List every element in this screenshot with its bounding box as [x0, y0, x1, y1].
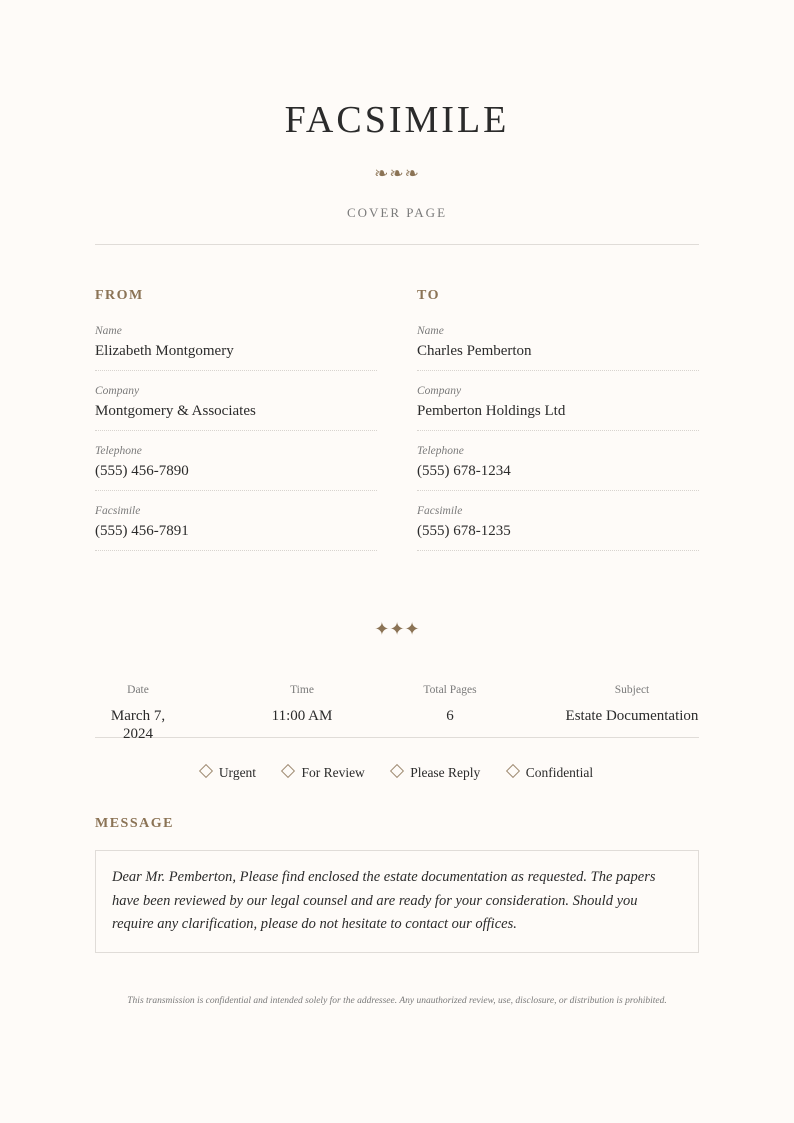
diamond-checkbox-icon[interactable] [506, 764, 520, 778]
flag-label: Please Reply [410, 765, 481, 780]
diamond-checkbox-icon[interactable] [390, 764, 404, 778]
flag-confidential[interactable] [508, 764, 594, 782]
date-value: March 7, 2024 [110, 708, 166, 742]
from-facsimile-value: (555) 456-7891 [95, 523, 189, 539]
to-facsimile-field [417, 504, 699, 551]
to-telephone-field [417, 444, 699, 491]
page-subtitle: COVER PAGE [346, 205, 448, 220]
from-telephone-field [95, 444, 377, 491]
diamond-checkbox-icon[interactable] [281, 764, 295, 778]
transmission-details [95, 683, 699, 742]
field-label: Telephone [95, 445, 142, 457]
diamond-checkbox-icon[interactable] [199, 764, 213, 778]
flag-label: For Review [301, 765, 365, 780]
message-heading: MESSAGE [95, 816, 174, 831]
field-label: Facsimile [417, 505, 463, 517]
to-name-field [417, 324, 699, 371]
time-value: 11:00 AM [271, 708, 333, 724]
to-company-value: Pemberton Holdings Ltd [417, 403, 566, 419]
to-heading: TO [417, 288, 440, 303]
field-label: Name [95, 325, 122, 337]
to-telephone-value: (555) 678-1234 [417, 463, 511, 479]
total-pages-column [410, 683, 490, 725]
from-name-field [95, 324, 377, 371]
confidentiality-disclaimer: This transmission is confidential and intended solely for the addressee. Any unauthorized review, use, disclosure, or distribution is prohibited. [127, 996, 667, 1006]
from-company-field [95, 384, 377, 431]
subject-column [565, 683, 699, 725]
flag-urgent[interactable] [201, 764, 256, 782]
date-label: Date [127, 684, 149, 696]
subject-value: Estate Documentation [565, 708, 699, 724]
to-section [417, 288, 699, 564]
from-facsimile-field [95, 504, 377, 551]
from-heading: FROM [95, 288, 144, 303]
page-title: FACSIMILE [284, 99, 510, 141]
priority-flags [95, 764, 699, 782]
field-label: Company [417, 385, 462, 397]
flag-label: Confidential [525, 765, 594, 780]
time-column [262, 683, 342, 725]
fleuron-ornament-icon: ❧❧❧ [374, 164, 420, 183]
message-body: Dear Mr. Pemberton, Please find enclosed the estate documentation as requested. The papers have been reviewed by our legal counsel and are ready for your consideration. Should you require any clarification, please do not hesitate to contact our offices. [95, 850, 699, 953]
to-name-value: Charles Pemberton [417, 343, 532, 359]
subject-label: Subject [614, 684, 650, 696]
total-pages-value: 6 [446, 708, 454, 724]
flag-please-reply[interactable] [392, 764, 480, 782]
from-telephone-value: (555) 456-7890 [95, 463, 189, 479]
time-label: Time [290, 684, 314, 696]
field-label: Telephone [417, 445, 464, 457]
star-ornament-icon: ✦✦✦ [374, 619, 420, 639]
field-label: Name [417, 325, 444, 337]
to-company-field [417, 384, 699, 431]
from-name-value: Elizabeth Montgomery [95, 343, 234, 359]
field-label: Facsimile [95, 505, 141, 517]
date-column [95, 683, 181, 743]
flag-label: Urgent [218, 765, 257, 780]
from-section [95, 288, 377, 564]
flag-for-review[interactable] [283, 764, 364, 782]
field-label: Company [95, 385, 140, 397]
total-pages-label: Total Pages [423, 684, 477, 696]
header-divider [95, 244, 699, 245]
to-facsimile-value: (555) 678-1235 [417, 523, 511, 539]
from-company-value: Montgomery & Associates [95, 403, 256, 419]
